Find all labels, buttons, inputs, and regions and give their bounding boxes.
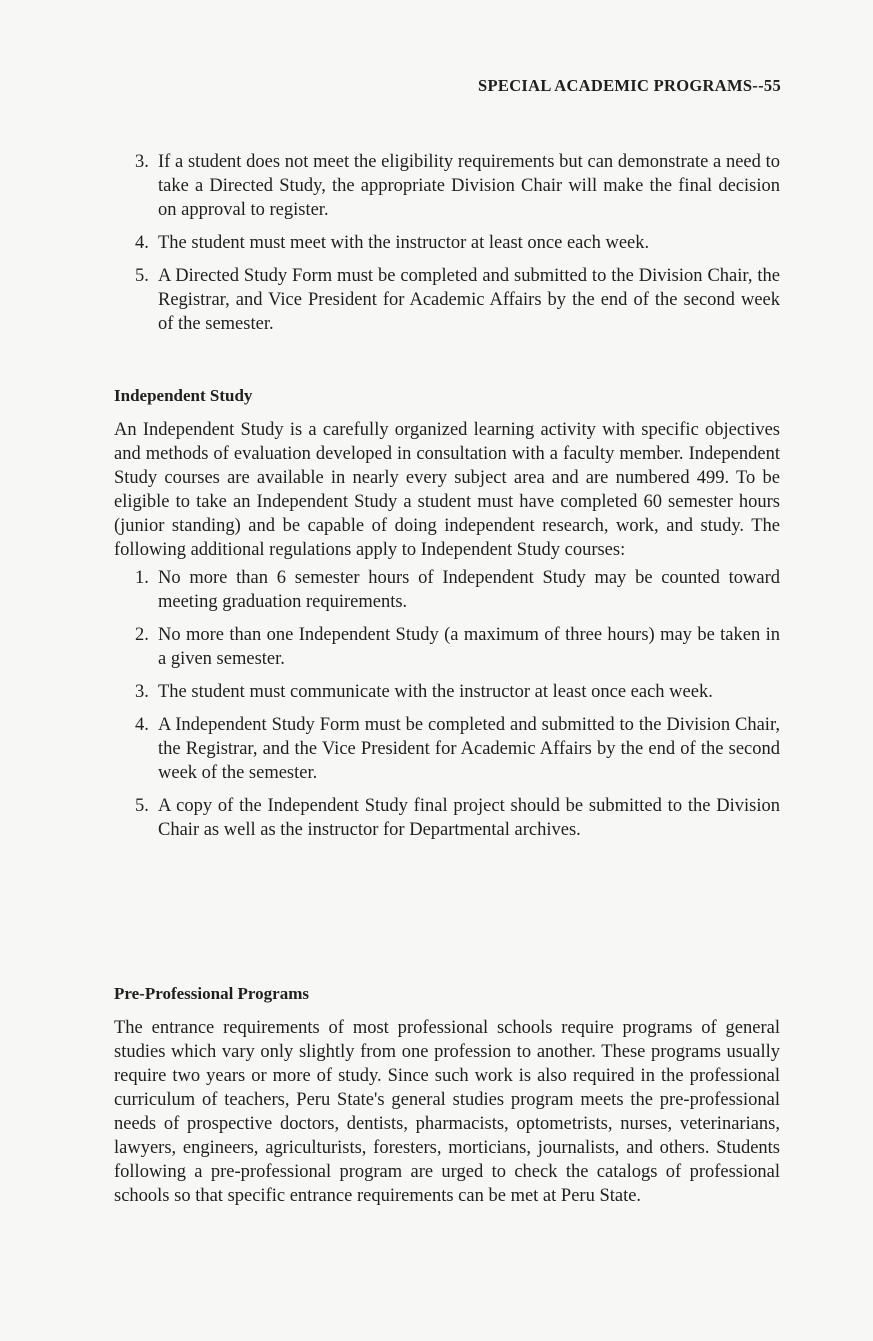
- list-item-number: 5.: [135, 796, 149, 816]
- list-item-number: 4.: [135, 715, 149, 735]
- directed-study-list-block: [114, 150, 780, 345]
- independent-study-list: [114, 566, 780, 842]
- directed-study-list: [114, 150, 780, 336]
- independent-study-section: [114, 418, 780, 851]
- pre-professional-paragraph: The entrance requirements of most professional schools require programs of general studies which vary only slightly from one profession to another. These programs usually require two years or more of study. Since such work is also required in the professional curriculum of teachers, Peru State's general studies program meets the pre-professional needs of prospective doctors, dentists, pharmacists, optometrists, nurses, veterinarians, lawyers, engineers, agriculturists, foresters, morticians, journalists, and others. Students following a pre-professional program are urged to check the catalogs of professional schools so that specific entrance requirements can be met at Peru State.: [114, 1018, 780, 1206]
- list-item-text: A Directed Study Form must be completed and submitted to the Division Chair, the Registrar, and Vice President for Academic Affairs by the end of the second week of the semester.: [158, 266, 780, 334]
- list-item: [114, 794, 780, 842]
- independent-study-heading: Independent Study: [114, 386, 253, 405]
- pre-professional-section: [114, 1016, 780, 1212]
- list-item: [114, 264, 780, 336]
- list-item-text: If a student does not meet the eligibility requirements but can demonstrate a need to take a Directed Study, the appropriate Division Chair will make the final decision on approval to register.: [158, 152, 780, 220]
- list-item-number: 3.: [135, 682, 149, 702]
- list-item-text: The student must meet with the instructor at least once each week.: [158, 233, 650, 253]
- running-head: SPECIAL ACADEMIC PROGRAMS--55: [478, 76, 781, 95]
- list-item-text: No more than one Independent Study (a maximum of three hours) may be taken in a given semester.: [158, 625, 780, 669]
- list-item: [114, 150, 780, 222]
- list-item: [114, 566, 780, 614]
- list-item-number: 2.: [135, 625, 149, 645]
- list-item-text: A Independent Study Form must be completed and submitted to the Division Chair, the Registrar, and the Vice President for Academic Affairs by the end of the second week of the semester.: [158, 715, 780, 783]
- list-item-number: 4.: [135, 233, 149, 253]
- list-item-number: 1.: [135, 568, 149, 588]
- independent-study-paragraph: An Independent Study is a carefully organized learning activity with specific objectives and methods of evaluation developed in consultation with a faculty member. Independent Study courses are available in nearly every subject area and are numbered 499. To be eligible to take an Independent Study a student must have completed 60 semester hours (junior standing) and be capable of doing independent research, work, and study. The following additional regulations apply to Independent Study courses:: [114, 420, 780, 560]
- list-item: [114, 680, 780, 704]
- pre-professional-heading: Pre-Professional Programs: [114, 984, 309, 1003]
- list-item-text: A copy of the Independent Study final project should be submitted to the Division Chair as well as the instructor for Departmental archives.: [158, 796, 780, 840]
- list-item-text: No more than 6 semester hours of Independent Study may be counted toward meeting graduation requirements.: [158, 568, 780, 612]
- list-item-text: The student must communicate with the instructor at least once each week.: [158, 682, 713, 702]
- list-item-number: 5.: [135, 266, 149, 286]
- list-item-number: 3.: [135, 152, 149, 172]
- list-item: [114, 713, 780, 785]
- list-item: [114, 231, 780, 255]
- list-item: [114, 623, 780, 671]
